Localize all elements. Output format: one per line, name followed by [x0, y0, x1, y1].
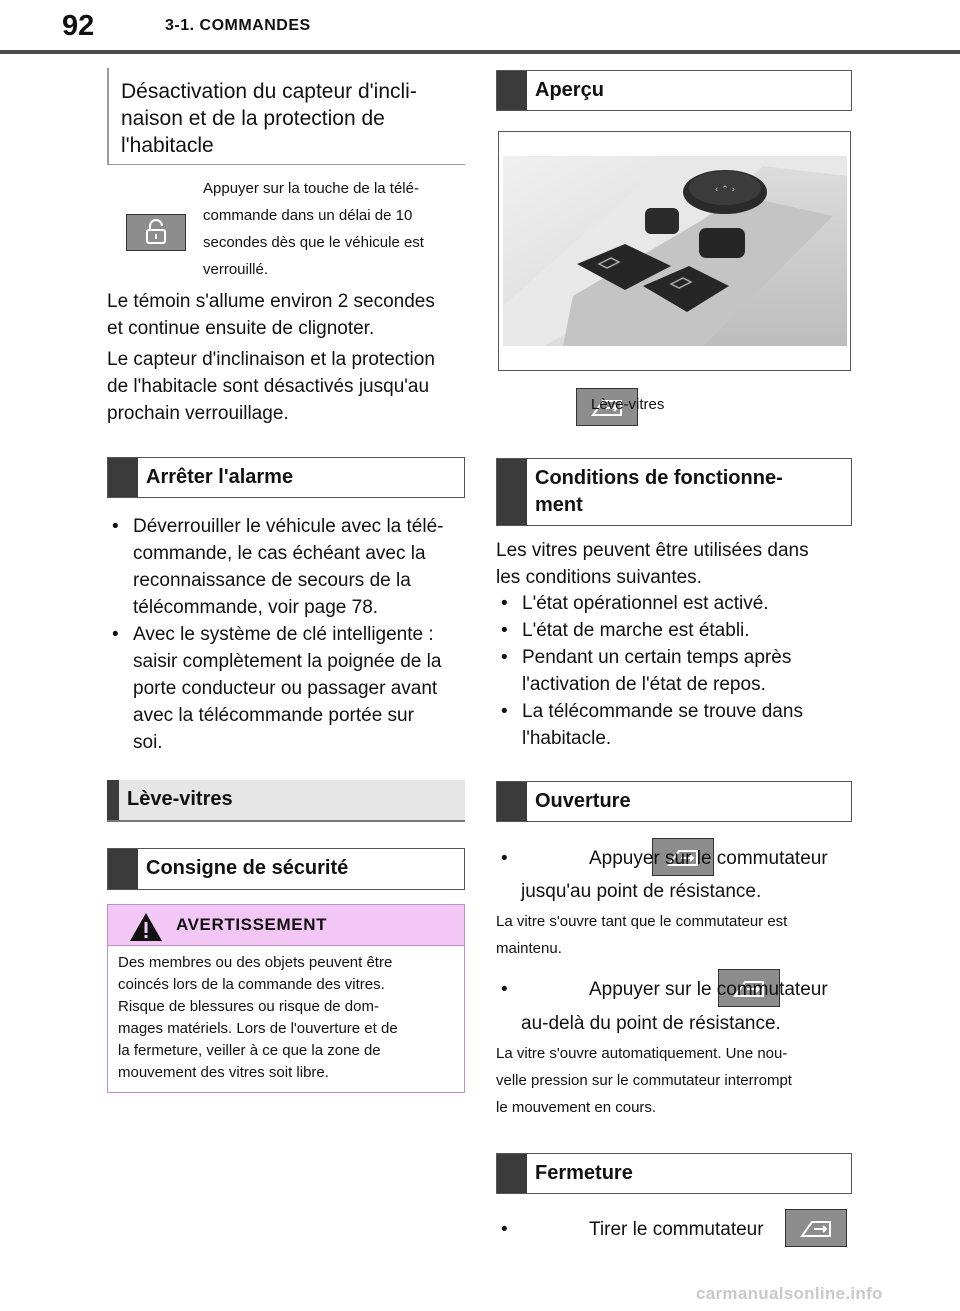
text-line: verrouillé. — [203, 261, 269, 278]
heading-bar — [497, 71, 527, 110]
page-number: 92 — [62, 10, 95, 42]
stop-alarm-heading — [107, 457, 465, 498]
window-switch-panel-illustration — [503, 156, 847, 346]
text-line: coincés lors de la commande des vitres. — [118, 976, 385, 993]
text-line: avec la télécommande portée sur — [133, 705, 414, 726]
text-line: saisir complètement la poignée de la — [133, 651, 442, 672]
conditions-heading — [496, 458, 852, 526]
closing-heading — [496, 1153, 852, 1194]
svg-text:‹ ⌃ ›: ‹ ⌃ › — [714, 185, 736, 195]
text-line: Conditions de fonctionne- — [535, 467, 783, 489]
warning-title: AVERTISSEMENT — [176, 915, 328, 934]
warning-box — [107, 904, 465, 1093]
text-line: le mouvement en cours. — [496, 1099, 657, 1116]
warning-triangle-icon — [128, 911, 164, 943]
page-header — [0, 0, 960, 54]
text-line: Les vitres peuvent être utilisées dans — [496, 540, 809, 561]
text-line: porte conducteur ou passager avant — [133, 678, 438, 699]
indicator-paragraph — [107, 288, 467, 342]
conditions-list — [496, 590, 856, 752]
text-line: prochain verrouillage. — [107, 403, 289, 424]
overview-heading — [496, 70, 852, 111]
open-step2-text: au-delà du point de résistance. — [521, 1013, 781, 1034]
heading-bar — [497, 782, 527, 821]
bullet-dot: • — [501, 979, 508, 1000]
text-line: Des membres ou des objets peuvent être — [118, 954, 393, 971]
photo-image — [503, 156, 847, 346]
conditions-intro — [496, 537, 856, 591]
list-item — [496, 644, 856, 698]
heading-text: Arrêter l'alarme — [146, 466, 294, 488]
text-line: mouvement des vitres soit libre. — [118, 1064, 329, 1081]
heading-bar — [108, 849, 138, 889]
text-line: velle pression sur le commutateur interrompt — [496, 1072, 792, 1089]
text-line: l'habitacle. — [522, 728, 612, 749]
safety-heading — [107, 848, 465, 890]
warning-body — [108, 946, 464, 1090]
list-item — [496, 590, 856, 617]
warning-header — [108, 905, 464, 946]
lock-icon — [145, 219, 167, 245]
text-line: Appuyer sur la touche de la télé- — [203, 180, 419, 197]
text-line: ment — [535, 494, 583, 516]
text-line: les conditions suivantes. — [496, 567, 702, 588]
text-line: commande, le cas échéant avec la — [133, 543, 426, 564]
open-step1-text: jusqu'au point de résistance. — [521, 881, 762, 902]
text-line: • La télécommande se trouve dans — [522, 701, 803, 722]
photo-caption: Lève-vitres — [591, 396, 665, 413]
text-line: • L'état opérationnel est activé. — [522, 593, 769, 614]
text-line: Le capteur d'inclinaison et la protection — [107, 349, 435, 370]
open-step2-note — [496, 1040, 856, 1121]
list-item — [496, 698, 856, 752]
opening-heading — [496, 781, 852, 822]
deactivation-heading-line: Désactivation du capteur d'incli- — [121, 80, 417, 103]
heading-text: Lève-vitres — [127, 788, 233, 810]
window-lift-switch-icon-box — [785, 1209, 847, 1247]
heading-text — [527, 459, 791, 525]
text-line: soi. — [133, 732, 163, 753]
text-line: • Déverrouiller le véhicule avec la télé- — [133, 516, 444, 537]
deactivation-heading-line: l'habitacle — [121, 134, 214, 157]
window-lifts-heading — [107, 780, 465, 822]
open-step1-text: Appuyer sur le commutateur — [589, 848, 828, 869]
open-step1-note — [496, 908, 856, 962]
text-line: reconnaissance de secours de la — [133, 570, 411, 591]
text-line: • Avec le système de clé intelligente : — [133, 624, 434, 645]
text-line: maintenu. — [496, 940, 562, 957]
heading-bar — [497, 1154, 527, 1193]
bullet-dot: • — [501, 848, 508, 869]
list-item — [107, 621, 469, 756]
remote-instruction — [203, 175, 468, 283]
watermark: carmanualsonline.info — [696, 1284, 883, 1303]
text-line: Le témoin s'allume environ 2 secondes — [107, 291, 435, 312]
lock-button-icon-box — [126, 214, 186, 251]
list-item — [107, 513, 469, 621]
heading-text: Ouverture — [535, 790, 631, 812]
text-line: • L'état de marche est établi. — [522, 620, 750, 641]
stop-alarm-list — [107, 513, 469, 756]
text-line: de l'habitacle sont désactivés jusqu'au — [107, 376, 430, 397]
window-lift-icon — [799, 1217, 833, 1239]
text-line: et continue ensuite de clignoter. — [107, 318, 375, 339]
text-line: mages matériels. Lors de l'ouverture et de — [118, 1020, 398, 1037]
header-rule — [0, 50, 960, 54]
text-line: secondes dès que le véhicule est — [203, 234, 424, 251]
list-item — [496, 617, 856, 644]
text-line: • Pendant un certain temps après — [522, 647, 792, 668]
deactivated-paragraph — [107, 346, 467, 427]
close-step1-text: Tirer le commutateur — [589, 1219, 764, 1240]
heading-bar — [108, 458, 138, 497]
deactivation-heading — [107, 68, 465, 165]
text-line: commande dans un délai de 10 — [203, 207, 413, 224]
bullet-dot: • — [501, 1219, 508, 1240]
heading-text: Aperçu — [535, 79, 604, 101]
heading-text: Consigne de sécurité — [146, 857, 349, 879]
text-line: la fermeture, veiller à ce que la zone de — [118, 1042, 381, 1059]
heading-text: Fermeture — [535, 1162, 633, 1184]
text-line: Risque de blessures ou risque de dom- — [118, 998, 379, 1015]
heading-bar — [107, 780, 119, 820]
text-line: l'activation de l'état de repos. — [522, 674, 766, 695]
text-line: télécommande, voir page 78. — [133, 597, 379, 618]
deactivation-heading-line: naison et de la protection de — [121, 107, 385, 130]
heading-bar — [497, 459, 527, 525]
chapter-title: 3-1. COMMANDES — [165, 17, 311, 34]
text-line: La vitre s'ouvre automatiquement. Une nou- — [496, 1045, 788, 1062]
open-step2-text: Appuyer sur le commutateur — [589, 979, 828, 1000]
window-switch-photo — [498, 131, 851, 371]
text-line: La vitre s'ouvre tant que le commutateur est — [496, 913, 788, 930]
